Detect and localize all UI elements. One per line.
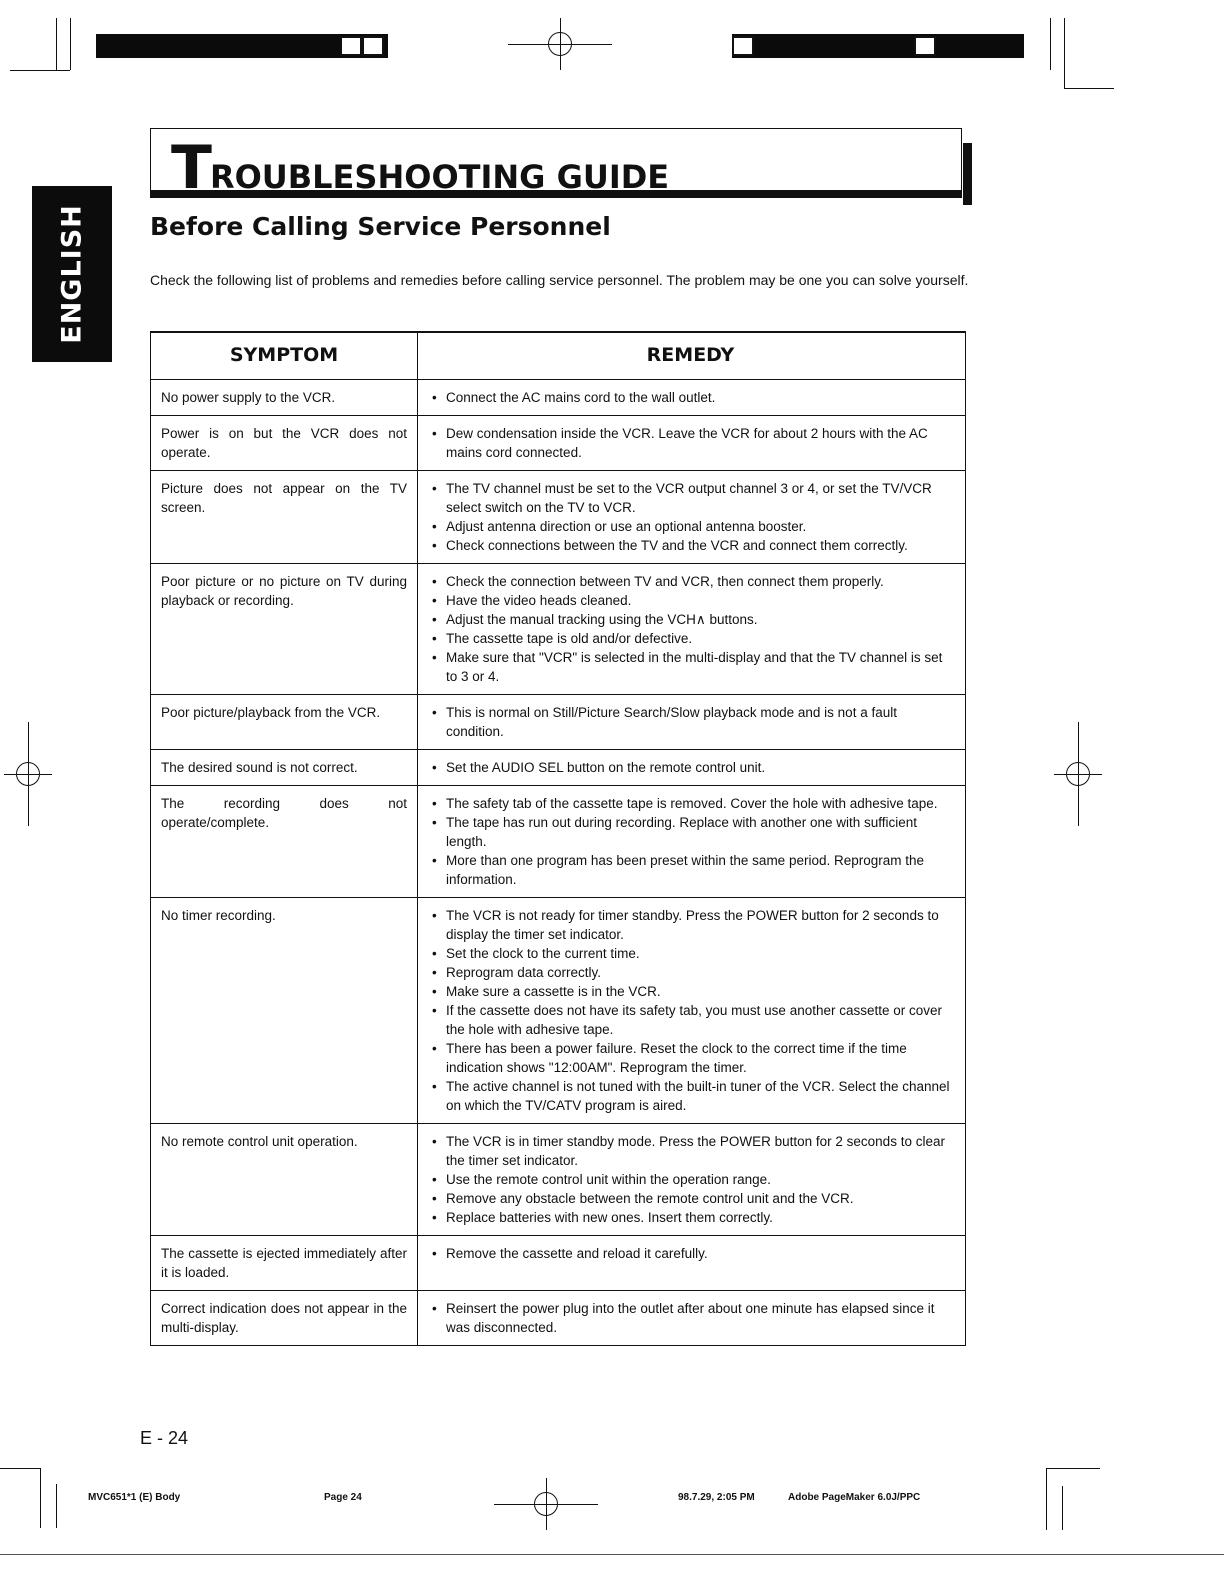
remedy-list: [430, 572, 951, 686]
symptom-cell: No remote control unit operation.: [151, 1124, 418, 1235]
table-row: [151, 898, 965, 1124]
table-row: [151, 564, 965, 695]
remedy-item: • Reprogram data correctly.: [430, 963, 951, 982]
remedy-item: • This is normal on Still/Picture Search/Slow playback mode and is not a fault condition.: [430, 703, 951, 741]
remedy-item: • Make sure a cassette is in the VCR.: [430, 982, 951, 1001]
remedy-cell: [418, 695, 965, 749]
footer-page: Page 24: [324, 1492, 362, 1503]
footer-app: Adobe PageMaker 6.0J/PPC: [788, 1492, 921, 1503]
remedy-item: • The active channel is not tuned with the built-in tuner of the VCR. Select the channel on which the TV/CATV program is aired.: [430, 1077, 951, 1115]
remedy-item: • The VCR is in timer standby mode. Press the POWER button for 2 seconds to clear the timer set indicator.: [430, 1132, 951, 1170]
remedy-item: • Dew condensation inside the VCR. Leave the VCR for about 2 hours with the AC mains cord connected.: [430, 424, 951, 462]
remedy-list: [430, 758, 951, 777]
remedy-list: [430, 479, 951, 555]
remedy-item: • Make sure that "VCR" is selected in the multi-display and that the TV channel is set to 3 or 4.: [430, 648, 951, 686]
remedy-item: • Set the clock to the current time.: [430, 944, 951, 963]
color-bar-right: [732, 34, 1024, 58]
table-row: [151, 786, 965, 898]
page-number: E - 24: [140, 1428, 189, 1448]
remedy-item: • The safety tab of the cassette tape is removed. Cover the hole with adhesive tape.: [430, 794, 951, 813]
remedy-item: • Check the connection between TV and VCR, then connect them properly.: [430, 572, 951, 591]
page-title-rest: ROUBLESHOOTING GUIDE: [209, 158, 670, 196]
remedy-item: • If the cassette does not have its safety tab, you must use another cassette or cover the hole with adhesive tape.: [430, 1001, 951, 1039]
remedy-cell: [418, 471, 965, 563]
remedy-item: • Have the video heads cleaned.: [430, 591, 951, 610]
remedy-cell: [418, 564, 965, 694]
table-row: [151, 1236, 965, 1291]
table-row: [151, 1291, 965, 1346]
symptom-cell: The recording does not operate/complete.: [151, 786, 418, 897]
footer-date: 98.7.29, 2:05 PM: [678, 1492, 755, 1503]
remedy-item: • Set the AUDIO SEL button on the remote control unit.: [430, 758, 951, 777]
remedy-list: [430, 388, 951, 407]
remedy-item: • Adjust the manual tracking using the VCH∧ buttons.: [430, 610, 951, 629]
page-title-initial: T: [171, 133, 210, 203]
remedy-list: [430, 906, 951, 1115]
page-title: [171, 133, 669, 203]
table-row: [151, 750, 965, 786]
symptom-cell: Power is on but the VCR does not operate.: [151, 416, 418, 470]
symptom-cell: Poor picture or no picture on TV during playback or recording.: [151, 564, 418, 694]
remedy-cell: [418, 1291, 965, 1345]
remedy-item: • Adjust antenna direction or use an optional antenna booster.: [430, 517, 951, 536]
remedy-item: • Reinsert the power plug into the outlet after about one minute has elapsed since it was disconnected.: [430, 1299, 951, 1337]
table-row: [151, 471, 965, 564]
remedy-item: • More than one program has been preset within the same period. Reprogram the information.: [430, 851, 951, 889]
intro-paragraph: Check the following list of problems and remedies before calling service personnel. The problem may be one you can solve yourself.: [150, 272, 969, 288]
table-row: [151, 695, 965, 750]
remedy-cell: [418, 1124, 965, 1235]
remedy-item: • Connect the AC mains cord to the wall outlet.: [430, 388, 951, 407]
symptom-cell: Poor picture/playback from the VCR.: [151, 695, 418, 749]
section-heading: Before Calling Service Personnel: [150, 212, 611, 241]
header-remedy: REMEDY: [646, 344, 735, 366]
registration-mark-right: [1054, 722, 1102, 826]
remedy-list: [430, 703, 951, 741]
remedy-cell: [418, 786, 965, 897]
remedy-item: • Replace batteries with new ones. Insert them correctly.: [430, 1208, 951, 1227]
page-title-box: [150, 128, 962, 203]
remedy-item: • Check connections between the TV and the VCR and connect them correctly.: [430, 536, 951, 555]
remedy-list: [430, 794, 951, 889]
symptom-cell: Correct indication does not appear in the multi-display.: [151, 1291, 418, 1345]
remedy-item: • There has been a power failure. Reset the clock to the correct time if the time indication shows "12:00AM". Reprogram the timer.: [430, 1039, 951, 1077]
symptom-cell: The cassette is ejected immediately after it is loaded.: [151, 1236, 418, 1290]
bottom-trim-line: [0, 1554, 1224, 1555]
symptom-cell: No power supply to the VCR.: [151, 380, 418, 415]
remedy-cell: [418, 1236, 965, 1290]
symptom-cell: The desired sound is not correct.: [151, 750, 418, 785]
registration-mark-bottom: [494, 1478, 598, 1530]
language-tab-label: ENGLISH: [56, 204, 88, 344]
remedy-cell: [418, 380, 965, 415]
remedy-cell: [418, 416, 965, 470]
remedy-item: • Use the remote control unit within the operation range.: [430, 1170, 951, 1189]
remedy-cell: [418, 750, 965, 785]
registration-mark-top: [508, 18, 612, 70]
remedy-cell: [418, 898, 965, 1123]
table-row: [151, 380, 965, 416]
footer-file: MVC651*1 (E) Body: [88, 1492, 181, 1503]
remedy-list: [430, 1299, 951, 1337]
troubleshooting-table: [150, 331, 966, 1346]
color-bar-left: [96, 34, 388, 58]
table-header-row: [151, 333, 965, 380]
remedy-item: • The VCR is not ready for timer standby. Press the POWER button for 2 seconds to display the timer set indicator.: [430, 906, 951, 944]
remedy-list: [430, 424, 951, 462]
remedy-item: • Remove the cassette and reload it carefully.: [430, 1244, 951, 1263]
header-symptom: SYMPTOM: [151, 333, 418, 379]
remedy-item: • Remove any obstacle between the remote control unit and the VCR.: [430, 1189, 951, 1208]
remedy-item: • The TV channel must be set to the VCR output channel 3 or 4, or set the TV/VCR select switch on the TV to VCR.: [430, 479, 951, 517]
table-row: [151, 416, 965, 471]
registration-mark-left: [4, 722, 52, 826]
remedy-item: • The cassette tape is old and/or defective.: [430, 629, 951, 648]
remedy-list: [430, 1132, 951, 1227]
remedy-list: [430, 1244, 951, 1263]
symptom-cell: Picture does not appear on the TV screen.: [151, 471, 418, 563]
symptom-cell: No timer recording.: [151, 898, 418, 1123]
language-tab: [32, 186, 112, 362]
remedy-item: • The tape has run out during recording. Replace with another one with sufficient length.: [430, 813, 951, 851]
table-row: [151, 1124, 965, 1236]
